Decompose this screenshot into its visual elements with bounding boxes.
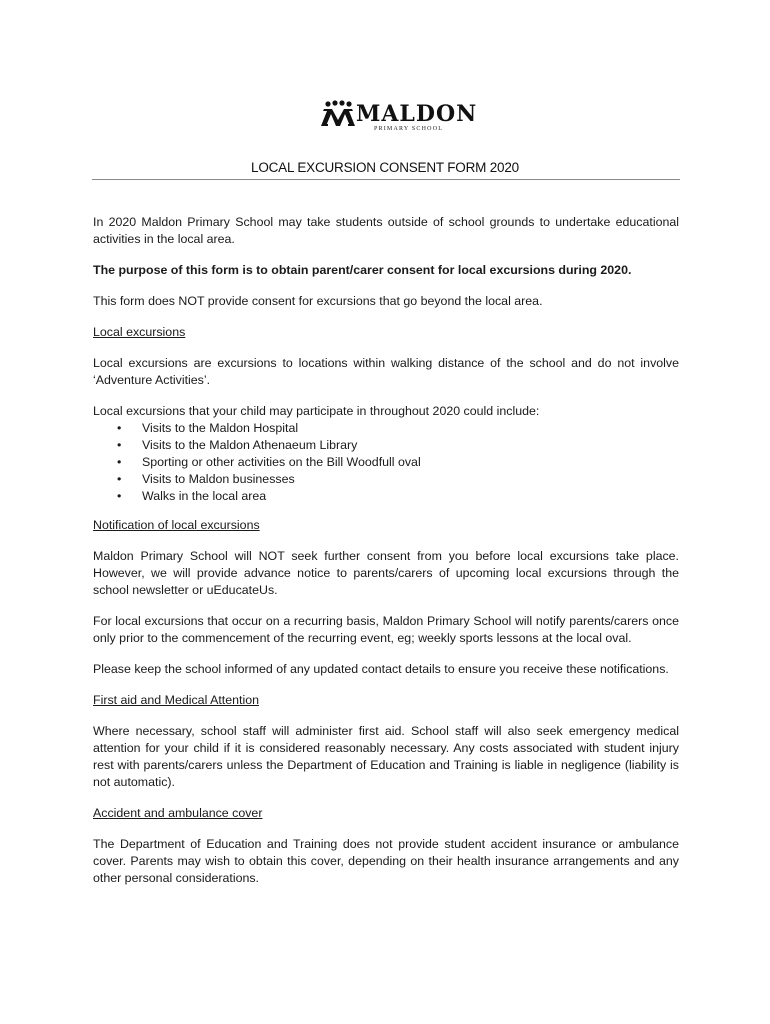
list-item-text: Visits to Maldon businesses [142,472,295,486]
accident-cover-heading: Accident and ambulance cover [93,806,263,820]
form-title: LOCAL EXCURSION CONSENT FORM 2020 [251,160,519,175]
title-divider [92,179,680,180]
first-aid-paragraph: Where necessary, school staff will administer first aid. School staff will also seek emergency medical attention for your child if it is considered reasonably necessary. Any costs associated with student injury rest with parents/carers unless the Department of Education and Training is liable in negligence (liability is not automatic). [93,724,679,789]
bullet-icon: • [117,421,122,435]
list-item-text: Walks in the local area [142,489,267,503]
bullet-icon: • [117,489,122,503]
notification-heading: Notification of local excursions [93,518,260,532]
logo-wordmark: MALDON [356,101,478,127]
bullet-icon: • [117,455,122,469]
bullet-icon: • [117,472,122,486]
bullet-icon: • [117,438,122,452]
local-excursions-heading: Local excursions [93,325,186,339]
list-item [93,437,679,454]
list-item-text: Sporting or other activities on the Bill Woodfull oval [142,455,421,469]
list-item [93,454,679,471]
list-item [93,420,679,437]
form-body [93,214,679,901]
list-item [93,471,679,488]
notification-paragraph-2: For local excursions that occur on a recurring basis, Maldon Primary School will notify parents/carers once only prior to the commencement of the recurring event, eg; weekly sports lessons at the local oval. [93,614,679,645]
first-aid-heading: First aid and Medical Attention [93,693,259,707]
local-excursions-list [93,420,679,505]
notification-paragraph-3: Please keep the school informed of any updated contact details to ensure you receive these notifications. [93,662,669,676]
not-consent-paragraph: This form does NOT provide consent for excursions that go beyond the local area. [93,294,543,308]
list-item-text: Visits to the Maldon Athenaeum Library [142,438,358,452]
intro-paragraph: In 2020 Maldon Primary School may take students outside of school grounds to undertake educational activities in the local area. [93,215,679,246]
local-excursions-definition: Local excursions are excursions to locations within walking distance of the school and do not involve ‘Adventure Activities’. [93,356,679,387]
list-item-text: Visits to the Maldon Hospital [142,421,299,435]
children-figures-icon [321,100,355,126]
accident-cover-paragraph: The Department of Education and Training does not provide student accident insurance or ambulance cover. Parents may wish to obtain this cover, depending on their health insurance arrangements and any other personal considerations. [93,837,679,885]
school-logo [322,100,478,132]
notification-paragraph-1: Maldon Primary School will NOT seek further consent from you before local excursions take place. However, we will provide advance notice to parents/carers of upcoming local excursions through the school newsletter or uEducateUs. [93,549,679,597]
list-item [93,488,679,505]
local-excursions-list-intro: Local excursions that your child may participate in throughout 2020 could include: [93,404,540,418]
purpose-statement: The purpose of this form is to obtain parent/carer consent for local excursions during 2020. [93,263,632,277]
logo-subtitle: PRIMARY SCHOOL [374,126,444,132]
